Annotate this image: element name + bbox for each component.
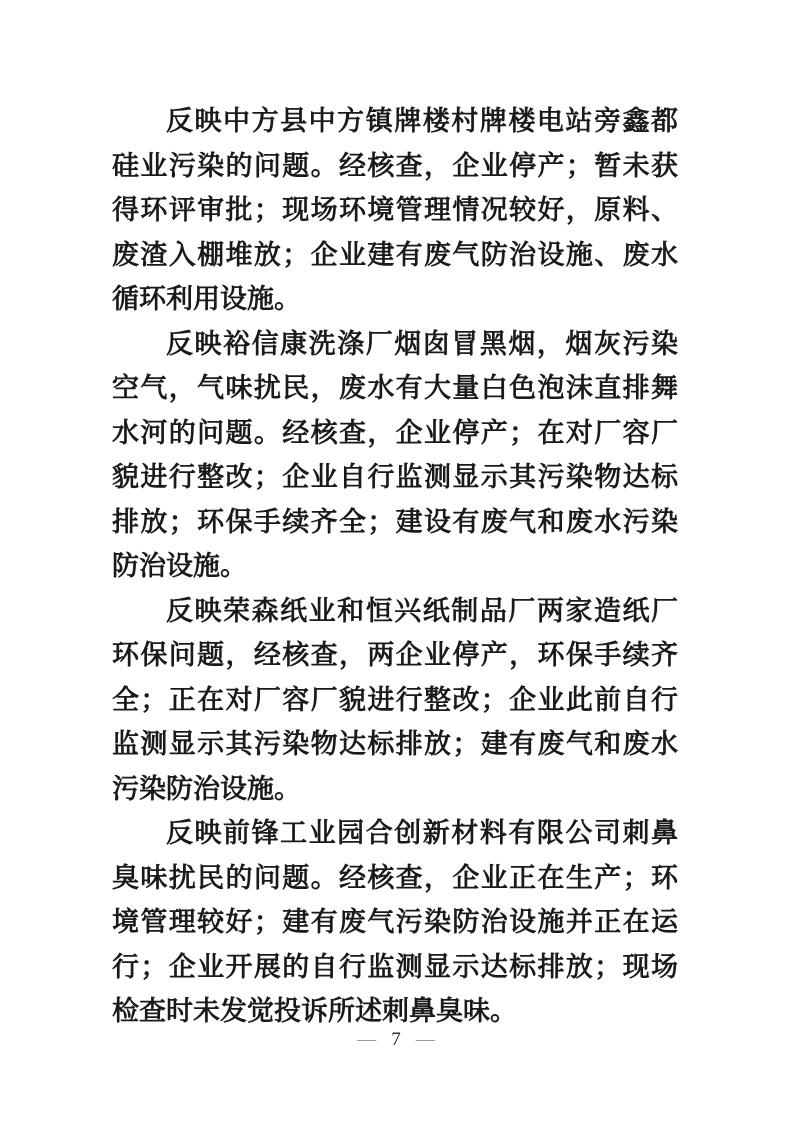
page-footer bbox=[0, 1026, 793, 1054]
paragraph: 反映荣森纸业和恒兴纸制品厂两家造纸厂环保问题，经核查，两企业停产，环保手续齐全；正在对厂容厂貌进行整改；企业此前自行监测显示其污染物达标排放；建有废气和废水污染防治设施。 bbox=[112, 595, 678, 804]
paragraph: 反映裕信康洗涤厂烟囱冒黑烟，烟灰污染空气，气味扰民，废水有大量白色泡沫直排舞水河的问题。经核查，企业停产；在对厂容厂貌进行整改；企业自行监测显示其污染物达标排放；环保手续齐全；建设有废气和废水污染防治设施。 bbox=[112, 328, 678, 581]
paragraph: 反映中方县中方镇牌楼村牌楼电站旁鑫都硅业污染的问题。经核查，企业停产；暂未获得环评审批；现场环境管理情况较好，原料、废渣入棚堆放；企业建有废气防治设施、废水循环利用设施。 bbox=[112, 106, 678, 314]
page-number: 7 bbox=[391, 1029, 402, 1050]
footer-right-dash: — bbox=[415, 1029, 436, 1050]
footer-left-dash: — bbox=[357, 1029, 378, 1050]
paragraph: 反映前锋工业园合创新材料有限公司刺鼻臭味扰民的问题。经核查，企业正在生产；环境管理较好；建有废气污染防治设施并正在运行；企业开展的自行监测显示达标排放；现场检查时未发觉投诉所述刺鼻臭味。 bbox=[112, 818, 678, 1026]
document-body bbox=[112, 99, 678, 1034]
